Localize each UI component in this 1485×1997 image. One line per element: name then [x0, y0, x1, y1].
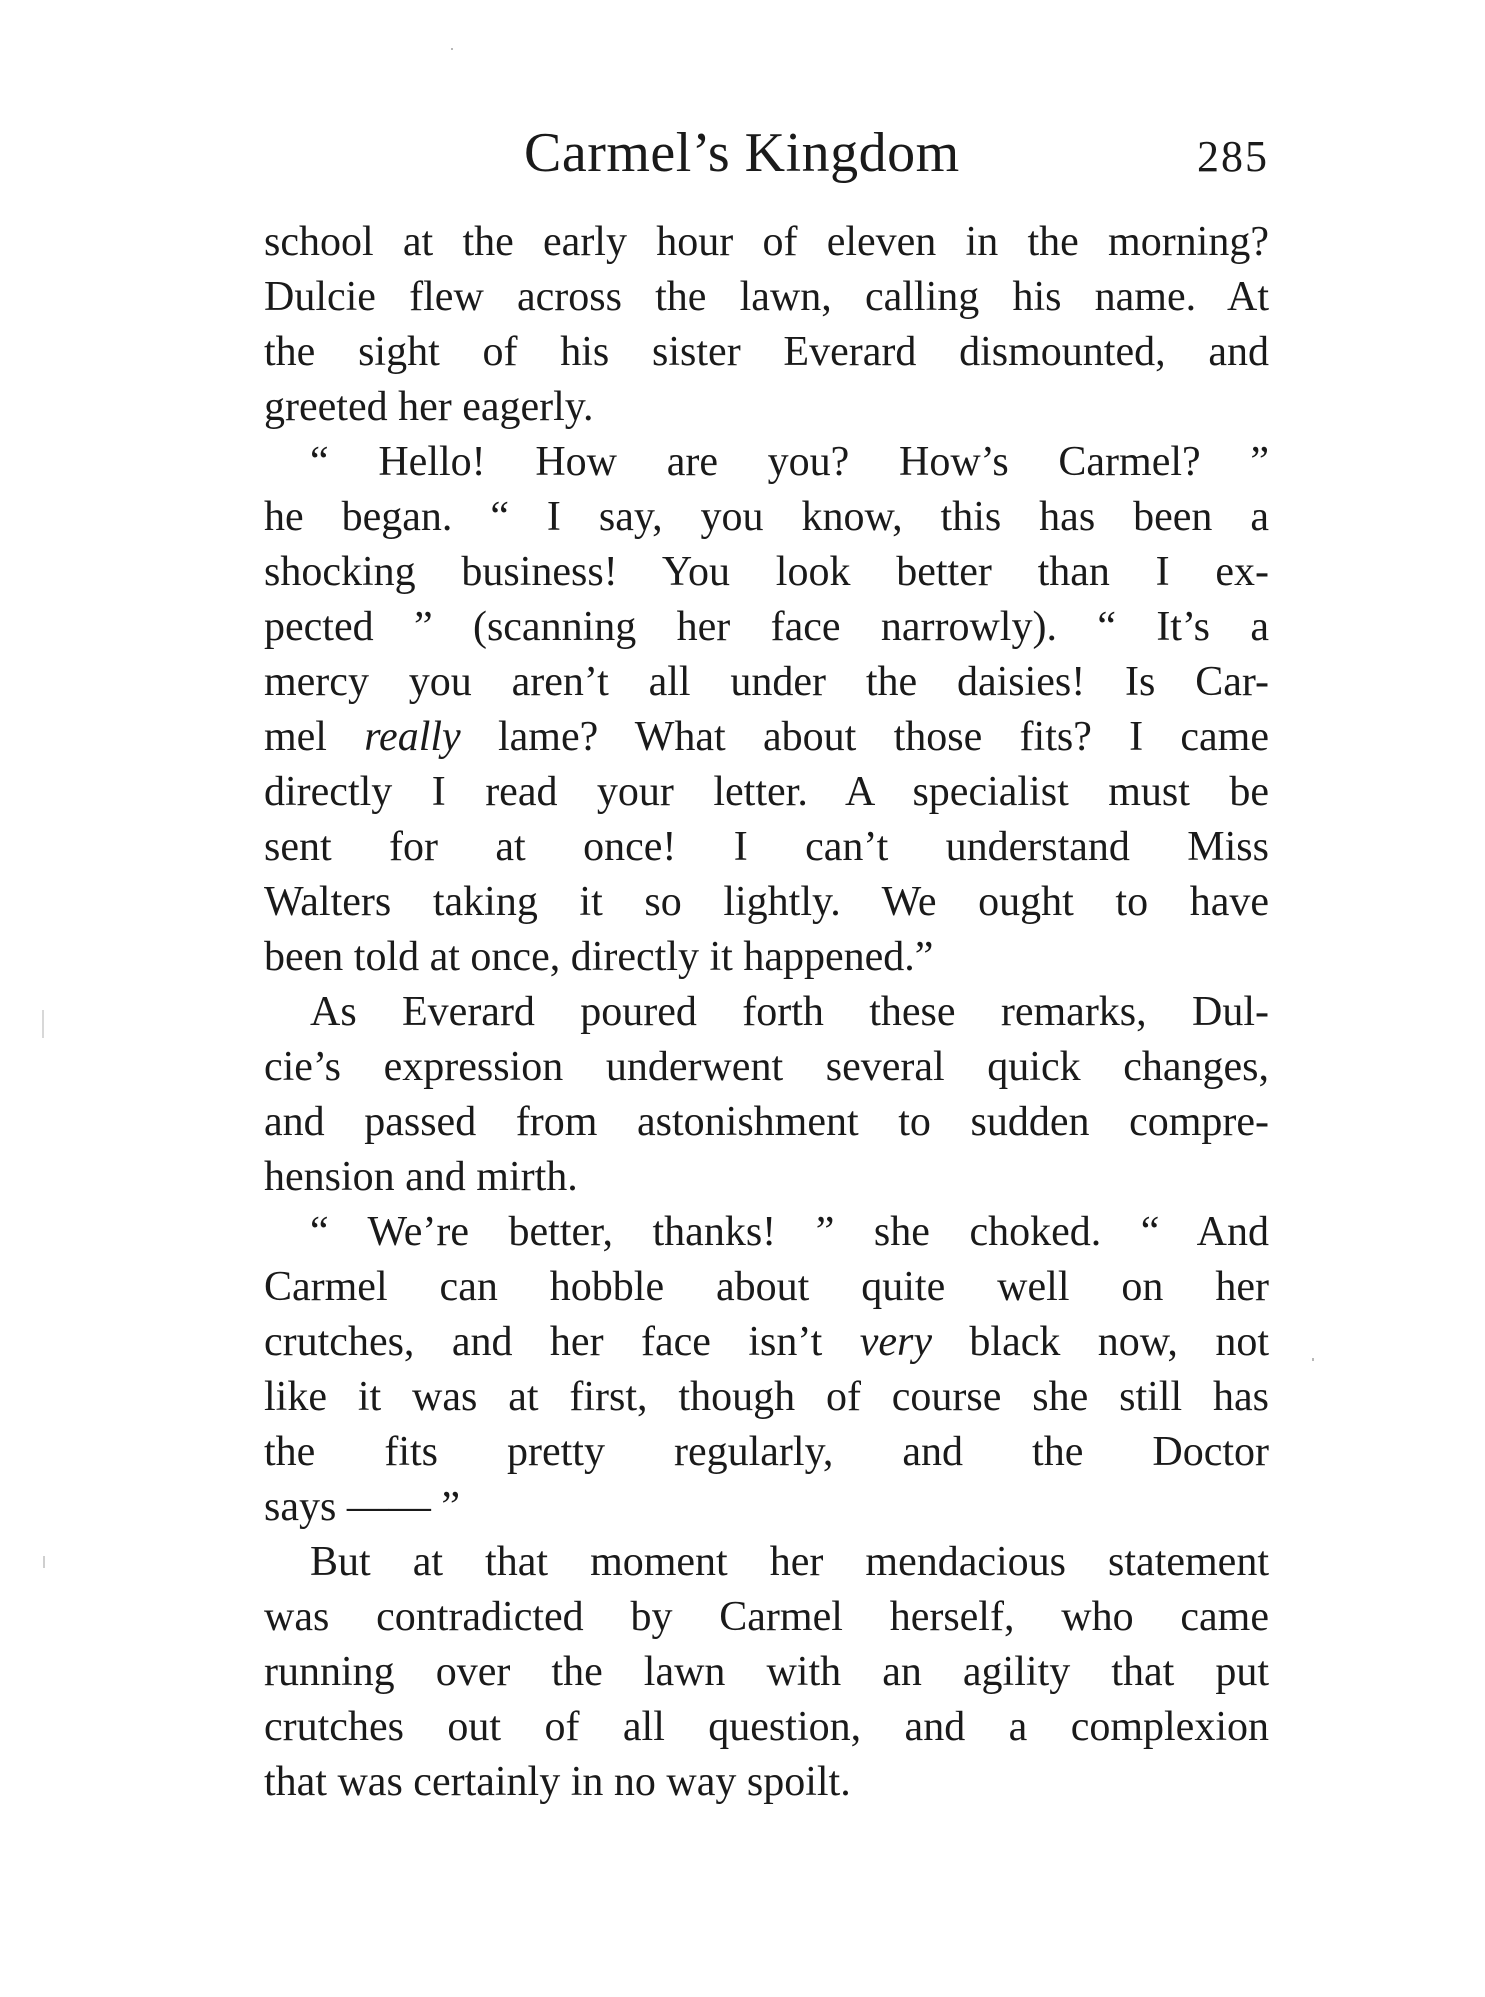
- text-line: school at the early hour of eleven in the morning?: [264, 219, 1269, 265]
- running-title: Carmel’s Kingdom: [524, 122, 960, 184]
- text-line: “ Hello! How are you? How’s Carmel? ”: [310, 439, 1269, 485]
- text-line: But at that moment her mendacious statement: [310, 1539, 1269, 1585]
- text-line: and passed from astonishment to sudden compre-: [264, 1099, 1269, 1145]
- text-line: As Everard poured forth these remarks, Dul-: [310, 989, 1269, 1035]
- scan-speck: [43, 1556, 45, 1568]
- text-line: been told at once, directly it happened.”: [264, 934, 934, 980]
- text-line: the sight of his sister Everard dismounted, and: [264, 329, 1269, 375]
- body-text: [264, 215, 1269, 1810]
- text-line: the fits pretty regularly, and the Doctor: [264, 1429, 1269, 1475]
- scan-speck: [451, 48, 453, 50]
- text-line: cie’s expression underwent several quick changes,: [264, 1044, 1269, 1090]
- emphasis-text: very: [859, 1319, 932, 1365]
- text-line: sent for at once! I can’t understand Miss: [264, 824, 1269, 870]
- scan-speck: [42, 1010, 44, 1038]
- text-line: Walters taking it so lightly. We ought to have: [264, 879, 1269, 925]
- text-line: running over the lawn with an agility that put: [264, 1649, 1269, 1695]
- text-line: says —— ”: [264, 1484, 460, 1530]
- text-line: shocking business! You look better than I ex-: [264, 549, 1269, 595]
- text-line: directly I read your letter. A specialist must be: [264, 769, 1269, 815]
- text-line: Dulcie flew across the lawn, calling his name. At: [264, 274, 1269, 320]
- text-run: mel: [264, 714, 365, 760]
- text-line: like it was at first, though of course she still has: [264, 1374, 1269, 1420]
- text-line: pected ” (scanning her face narrowly). “ It’s a: [264, 604, 1269, 650]
- text-line: [264, 1315, 1269, 1370]
- text-run: crutches, and her face isn’t: [264, 1319, 860, 1365]
- text-line: crutches out of all question, and a complexion: [264, 1704, 1269, 1750]
- text-line: that was certainly in no way spoilt.: [264, 1759, 851, 1805]
- running-head: [264, 118, 1269, 188]
- text-line: was contradicted by Carmel herself, who came: [264, 1594, 1269, 1640]
- text-line: “ We’re better, thanks! ” she choked. “ And: [310, 1209, 1269, 1255]
- emphasis-text: really: [364, 714, 461, 760]
- text-line: he began. “ I say, you know, this has been a: [264, 494, 1269, 540]
- page-number: 285: [1197, 132, 1269, 181]
- text-run: black now, not: [931, 1319, 1269, 1365]
- text-line: hension and mirth.: [264, 1154, 578, 1200]
- text-line: [264, 710, 1269, 765]
- text-line: Carmel can hobble about quite well on her: [264, 1264, 1269, 1310]
- text-line: mercy you aren’t all under the daisies! Is Car-: [264, 659, 1269, 705]
- text-run: lame? What about those fits? I came: [460, 714, 1269, 760]
- text-line: greeted her eagerly.: [264, 384, 594, 430]
- scan-speck: [1312, 1358, 1314, 1361]
